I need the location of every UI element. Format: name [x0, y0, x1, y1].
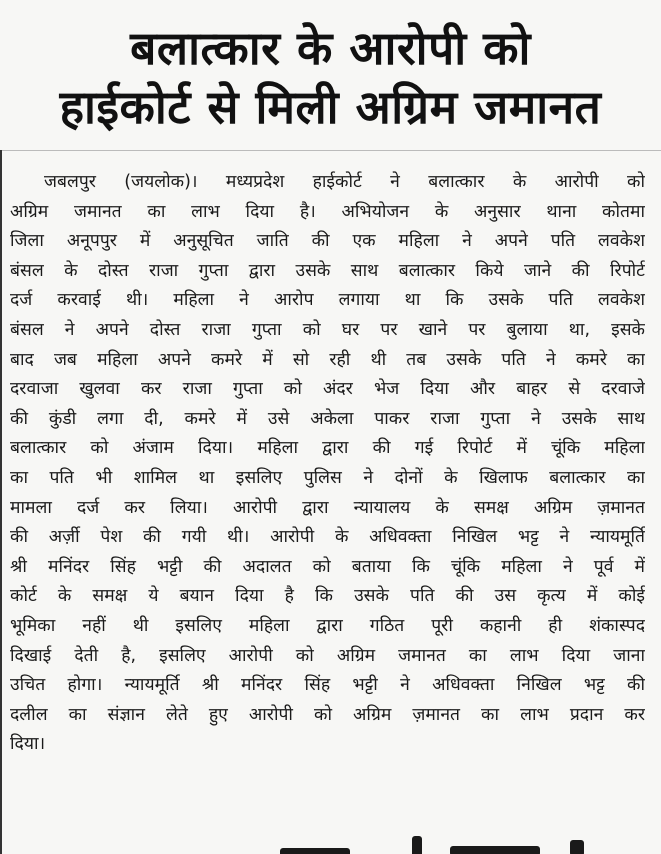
article-body	[10, 168, 645, 760]
next-article-headline-fragment	[120, 830, 620, 854]
cut-off-glyph	[450, 846, 540, 854]
body-line: अग्रिम जमानत का लाभ दिया है। अभियोजन के अनुसार थाना कोतमा	[10, 201, 645, 222]
body-line: दरवाजा खुलवा कर राजा गुप्ता को अंदर भेज दिया और बाहर से दरवाजे	[10, 379, 645, 400]
column-top-rule	[0, 150, 661, 151]
body-line: जिला अनूपपुर में अनुसूचित जाति की एक महिला ने अपने पति लवकेश	[10, 231, 645, 252]
column-left-rule	[0, 150, 2, 854]
body-line: दिखाई देती है, इसलिए आरोपी को अग्रिम जमानत का लाभ दिया जाना	[10, 645, 645, 666]
body-line: मामला दर्ज कर लिया। आरोपी द्वारा न्यायालय के समक्ष अग्रिम ज़मानत	[10, 497, 645, 518]
body-line: कोर्ट के समक्ष ये बयान दिया है कि उसके पति की उस कृत्य में कोई	[10, 586, 645, 607]
headline-line-1: बलात्कार के आरोपी को	[130, 21, 531, 75]
cut-off-glyph	[570, 840, 584, 854]
body-line: बलात्कार को अंजाम दिया। महिला द्वारा की गई रिपोर्ट में चूंकि महिला	[10, 438, 645, 459]
body-line: का पति भी शामिल था इसलिए पुलिस ने दोनों के खिलाफ बलात्कार का	[10, 467, 645, 488]
body-line: भूमिका नहीं थी इसलिए महिला द्वारा गठित पूरी कहानी ही शंकास्पद	[10, 615, 645, 636]
body-line: जबलपुर (जयलोक)। मध्यप्रदेश हाईकोर्ट ने बलात्कार के आरोपी को	[44, 172, 645, 192]
body-line: दिया।	[10, 734, 46, 755]
cut-off-glyph	[412, 836, 422, 854]
headline-line-2: हाईकोर्ट से मिली अग्रिम जमानत	[59, 80, 602, 134]
body-line: की अर्ज़ी पेश की गयी थी। आरोपी के अधिवक्ता निखिल भट्ट ने न्यायमूर्ति	[10, 527, 645, 548]
body-line: बाद जब महिला अपने कमरे में सो रही थी तब उसके पति ने कमरे का	[10, 349, 645, 370]
body-line: श्री मनिंदर सिंह भट्टी की अदालत को बताया कि चूंकि महिला ने पूर्व में	[10, 556, 645, 577]
body-line: बंसल ने अपने दोस्त राजा गुप्ता को घर पर खाने पर बुलाया था, इसके	[10, 319, 645, 340]
body-line: बंसल के दोस्त राजा गुप्ता द्वारा उसके साथ बलात्कार किये जाने की रिपोर्ट	[10, 260, 645, 281]
body-line: दर्ज करवाई थी। महिला ने आरोप लगाया था कि उसके पति लवकेश	[10, 290, 645, 311]
body-line: दलील का संज्ञान लेते हुए आरोपी को अग्रिम ज़मानत का लाभ प्रदान कर	[10, 704, 645, 725]
body-line: उचित होगा। न्यायमूर्ति श्री मनिंदर सिंह भट्टी ने अधिवक्ता निखिल भट्ट की	[10, 675, 645, 696]
cut-off-glyph	[280, 848, 350, 854]
body-line: की कुंडी लगा दी, कमरे में उसे अकेला पाकर राजा गुप्ता ने उसके साथ	[10, 408, 645, 429]
headline	[0, 18, 661, 138]
